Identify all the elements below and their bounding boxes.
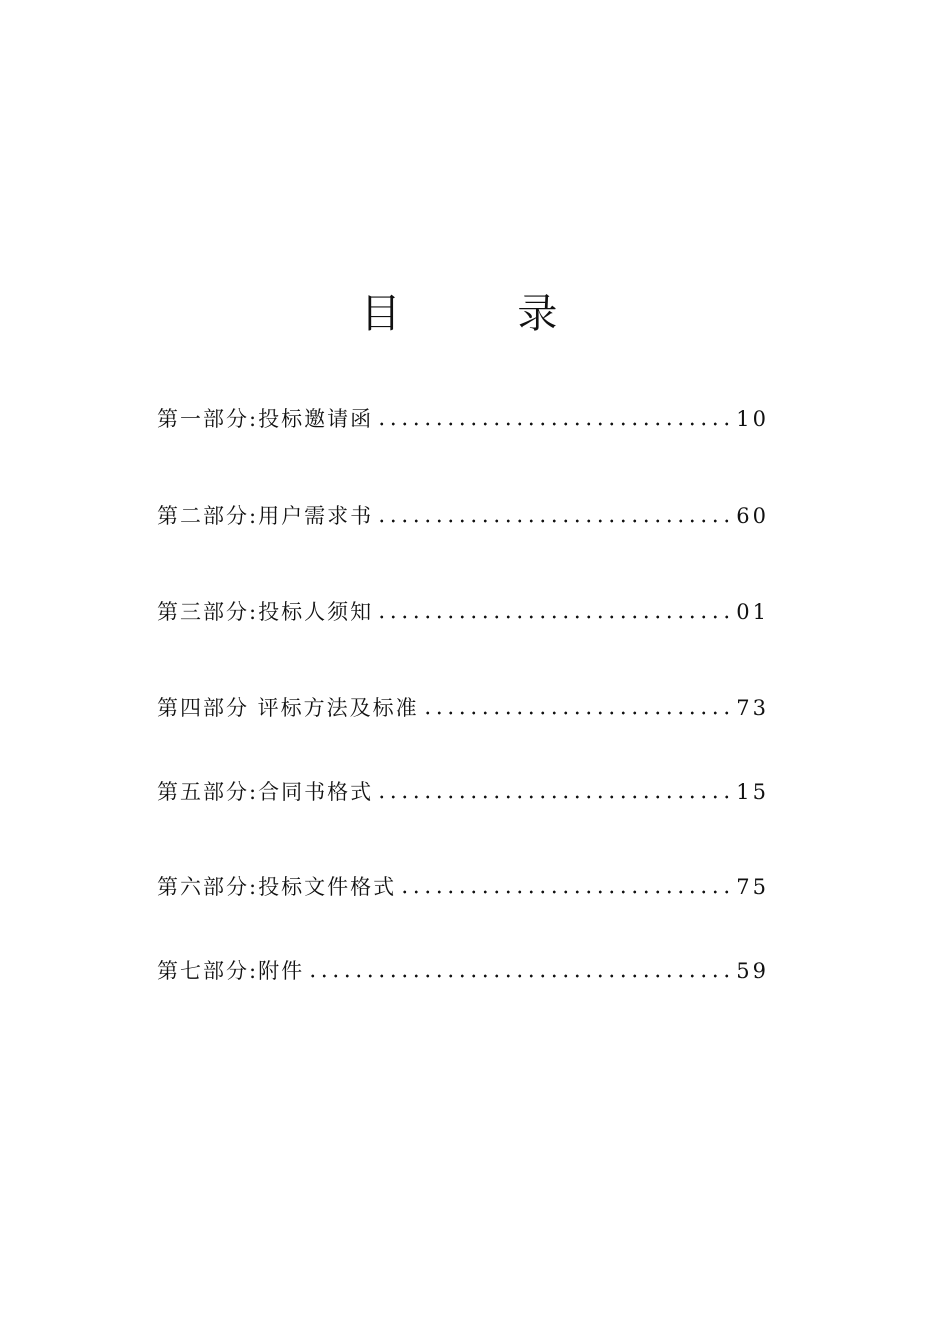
- toc-dot-leader: [422, 710, 731, 716]
- toc-entry-label: 第六部分:投标文件格式: [157, 875, 397, 899]
- toc-dot-leader: [376, 518, 730, 524]
- toc-entry-part-6[interactable]: [157, 872, 769, 902]
- toc-entry-part-1[interactable]: [157, 404, 769, 434]
- toc-page-number: 59: [736, 959, 769, 983]
- toc-entry-label: 第四部分 评标方法及标准: [157, 696, 419, 720]
- toc-page-number: 10: [736, 407, 769, 431]
- toc-entry-part-2[interactable]: [157, 501, 769, 531]
- toc-dot-leader: [399, 889, 730, 895]
- toc-dot-leader: [376, 794, 730, 800]
- toc-entry-label: 第二部分:用户需求书: [157, 504, 374, 528]
- toc-entry-label: 第七部分:附件: [157, 959, 305, 983]
- toc-entry-label: 第五部分:合同书格式: [157, 780, 374, 804]
- toc-dot-leader: [376, 421, 730, 427]
- toc-entry-part-4[interactable]: [157, 693, 769, 723]
- toc-entry-label: 第三部分:投标人须知: [157, 600, 374, 624]
- toc-entry-part-3[interactable]: [157, 597, 769, 627]
- toc-entry-part-5[interactable]: [157, 777, 769, 807]
- toc-entry-label: 第一部分:投标邀请函: [157, 407, 374, 431]
- toc-page-number: 75: [736, 875, 769, 899]
- toc-page-number: 60: [736, 504, 769, 528]
- toc-entry-part-7[interactable]: [157, 956, 769, 986]
- toc-dot-leader: [307, 973, 730, 979]
- toc-page-number: 73: [736, 696, 769, 720]
- toc-page-number: 15: [736, 780, 769, 804]
- page-title: 目 录: [360, 291, 610, 337]
- toc-dot-leader: [376, 614, 730, 620]
- toc-page-number: 01: [736, 600, 769, 624]
